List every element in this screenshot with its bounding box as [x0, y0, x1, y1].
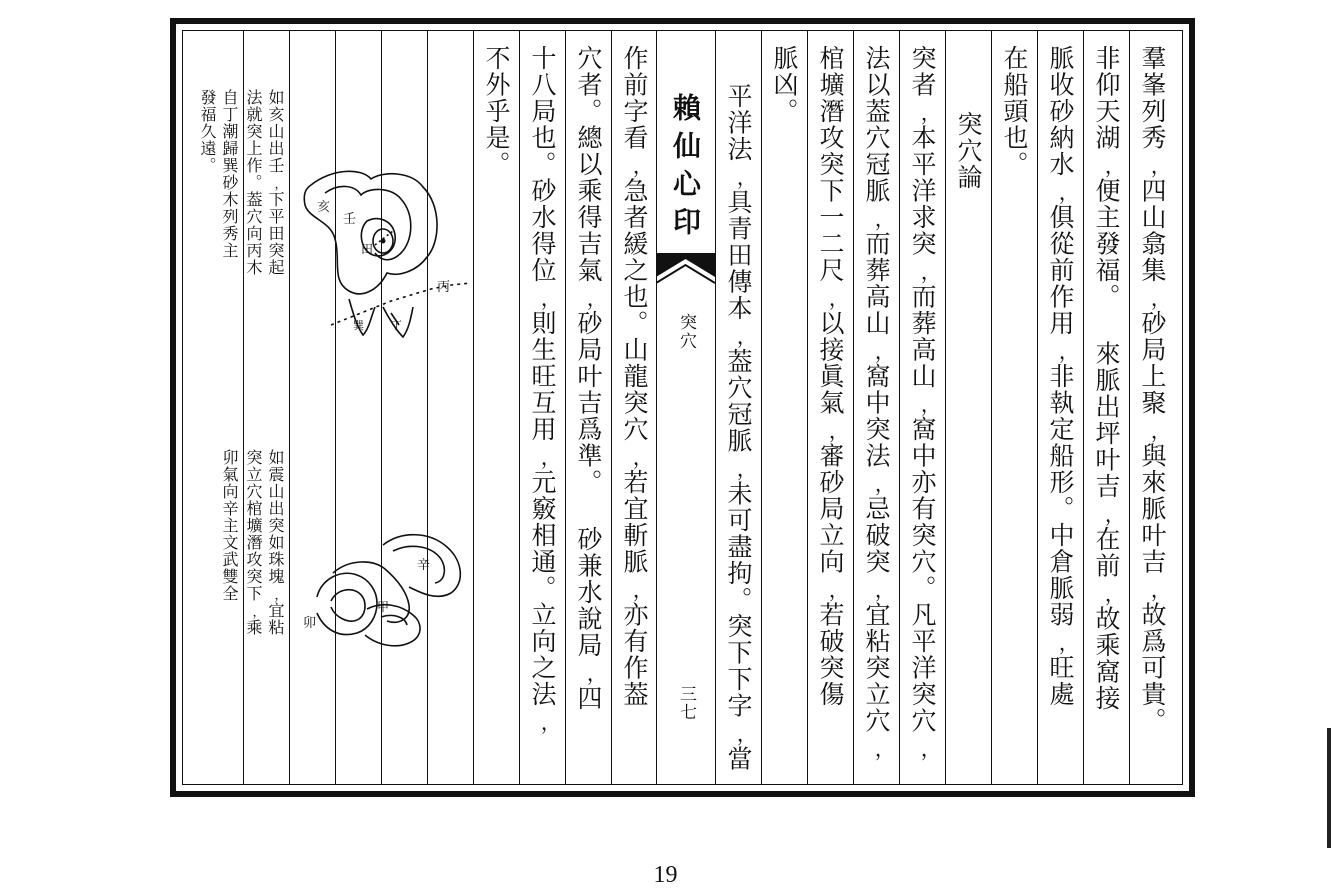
fishtail-mark-icon	[656, 253, 715, 303]
column-rule	[715, 31, 716, 784]
scan-edge	[1327, 728, 1331, 848]
annotation-bottom-1: 如震山出突如珠塊﹐宜粘	[266, 449, 285, 636]
text-column-12: 作前字看﹐急者緩之也。山龍突穴﹐若宜斬脈﹐亦有作葢	[620, 45, 649, 708]
annotation-top-4: 發福久遠。	[198, 89, 217, 174]
column-rule	[427, 31, 428, 784]
book-title: 賴仙心印	[669, 93, 702, 245]
text-column-10: 脈凶。	[770, 45, 799, 125]
annotation-bottom-2: 突立穴棺壙潛攻突下﹐乘	[244, 449, 263, 636]
annotation-top-1: 如亥山出壬﹐下平田突起	[266, 89, 285, 276]
text-area	[182, 30, 1183, 785]
diagram-label: 亥	[317, 200, 331, 215]
terrain-diagram-top	[291, 149, 475, 349]
page-number: 19	[653, 862, 678, 888]
diagram-label: 丁	[391, 319, 402, 332]
text-column-3: 脈收砂納水﹐俱從前作用﹐非執定船形。中倉脈弱﹐旺處	[1046, 45, 1075, 708]
annotation-top-2: 法就突上作。葢穴向丙木	[244, 89, 263, 276]
column-rule	[565, 31, 566, 784]
diagram-label: 巽	[353, 319, 364, 332]
column-rule	[1083, 31, 1084, 784]
diagram-label: 田	[361, 242, 374, 256]
column-rule	[853, 31, 854, 784]
text-column-4: 在船頭也。	[1000, 45, 1029, 178]
text-column-7: 突者﹐本平洋求突﹐而葬高山﹐窩中亦有突穴。凡平洋突穴﹐	[908, 45, 937, 761]
section-heading: 突穴論	[954, 111, 983, 191]
column-rule	[473, 31, 474, 784]
annotation-bottom-3: 卯氣向辛主文武雙全	[220, 449, 239, 602]
diagram-label: 卯	[303, 616, 317, 631]
text-column-1: 羣峯列秀﹐四山翕集﹐砂局上聚﹐與來脈叶吉﹐故爲可貴。	[1138, 45, 1167, 734]
column-rule	[899, 31, 900, 784]
column-rule	[761, 31, 762, 784]
column-rule	[807, 31, 808, 784]
book-page-number: 三七	[676, 685, 696, 721]
column-rule	[1129, 31, 1130, 784]
column-rule	[381, 31, 382, 784]
diagram-label: 丙	[437, 280, 451, 295]
annotation-top-3: 自丁潮歸巽砂木列秀主	[220, 89, 239, 259]
text-column-13: 穴者。總以乘得吉氣﹐砂局叶吉爲準。 砂兼水說局﹐四	[574, 45, 603, 712]
page-frame	[170, 18, 1195, 797]
text-column-15: 不外乎是。	[482, 45, 511, 178]
book-gutter	[656, 31, 715, 784]
text-column-8: 法以葢穴冠脈﹐而葬高山﹐窩中突法﹐忌破突﹐宜粘突立穴﹐	[862, 45, 891, 761]
text-column-11: 平洋法﹐具青田傳本﹐葢穴冠脈﹐未可盡拘。突下下字﹐當	[724, 83, 753, 772]
column-rule	[1037, 31, 1038, 784]
column-rule	[991, 31, 992, 784]
terrain-diagram-bottom	[297, 517, 473, 667]
section-label: 突穴	[676, 313, 696, 351]
column-rule	[945, 31, 946, 784]
column-rule	[335, 31, 336, 784]
text-column-2: 非仰天湖﹐便主發福。 來脈出坪叶吉﹐在前﹐故乘窩接	[1092, 45, 1121, 712]
diagram-label: 壬	[343, 212, 357, 227]
diagram-label: 辛	[417, 558, 431, 573]
column-rule	[519, 31, 520, 784]
column-rule	[611, 31, 612, 784]
diagram-label: 甲	[377, 600, 390, 614]
text-column-14: 十八局也。砂水得位﹐則生旺互用﹐元竅相通。立向之法﹐	[528, 45, 557, 734]
column-rule	[289, 31, 290, 784]
text-column-9: 棺壙潛攻突下一二尺﹐以接眞氣﹐審砂局立向﹐若破突傷	[816, 45, 845, 708]
